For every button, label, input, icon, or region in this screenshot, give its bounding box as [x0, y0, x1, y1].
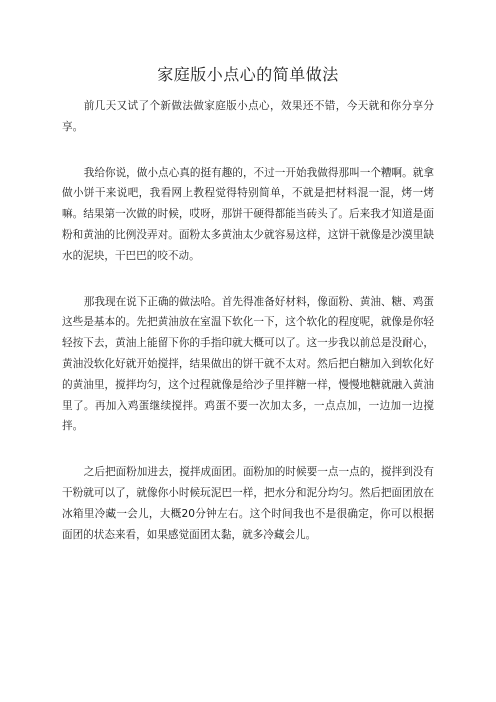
document-title: 家庭版小点心的简单做法 [157, 65, 339, 84]
paragraph-3: 那我现在说下正确的做法哈。首先得准备好材料，像面粉、黄油、糖、鸡蛋这些是基本的。先把黄油放在室温下软化一下，这个软化的程度呢，就像是你轻轻按下去，黄油上能留下你的手指印就大概可以了。这一步我以前总是没耐心，黄油没软化好就开始搅拌，结果做出的饼干就不太对。然后把白糖加入到软化好的黄油里，搅拌均匀，这个过程就像是给沙子里拌糖一样，慢慢地糖就融入黄油里了。再加入鸡蛋继续搅拌。鸡蛋不要一次加太多，一点点加，一边加一边搅拌。 [62, 295, 434, 433]
paragraph-1: 前几天又试了个新做法做家庭版小点心，效果还不错，今天就和你分享分享。 [62, 100, 434, 133]
paragraph-4: 之后把面粉加进去，搅拌成面团。面粉加的时候要一点一点的，搅拌到没有干粉就可以了，就像你小时候玩泥巴一样，把水分和泥分均匀。然后把面团放在冰箱里冷藏一会儿，大概20分钟左右。这个时间我也不是很确定，你可以根据面团的状态来看，如果感觉面团太黏，就多冷藏会儿。 [62, 466, 434, 541]
document-body [62, 96, 434, 570]
paragraph-2: 我给你说，做小点心真的挺有趣的，不过一开始我做得那叫一个糟啊。就拿做小饼干来说吧，我看网上教程觉得特别简单，不就是把材料混一混，烤一烤嘛。结果第一次做的时候，哎呀，那饼干硬得都能当砖头了。后来我才知道是面粉和黄油的比例没弄对。面粉太多黄油太少就容易这样，这饼干就像是沙漠里缺水的泥块，干巴巴的咬不动。 [62, 166, 434, 262]
